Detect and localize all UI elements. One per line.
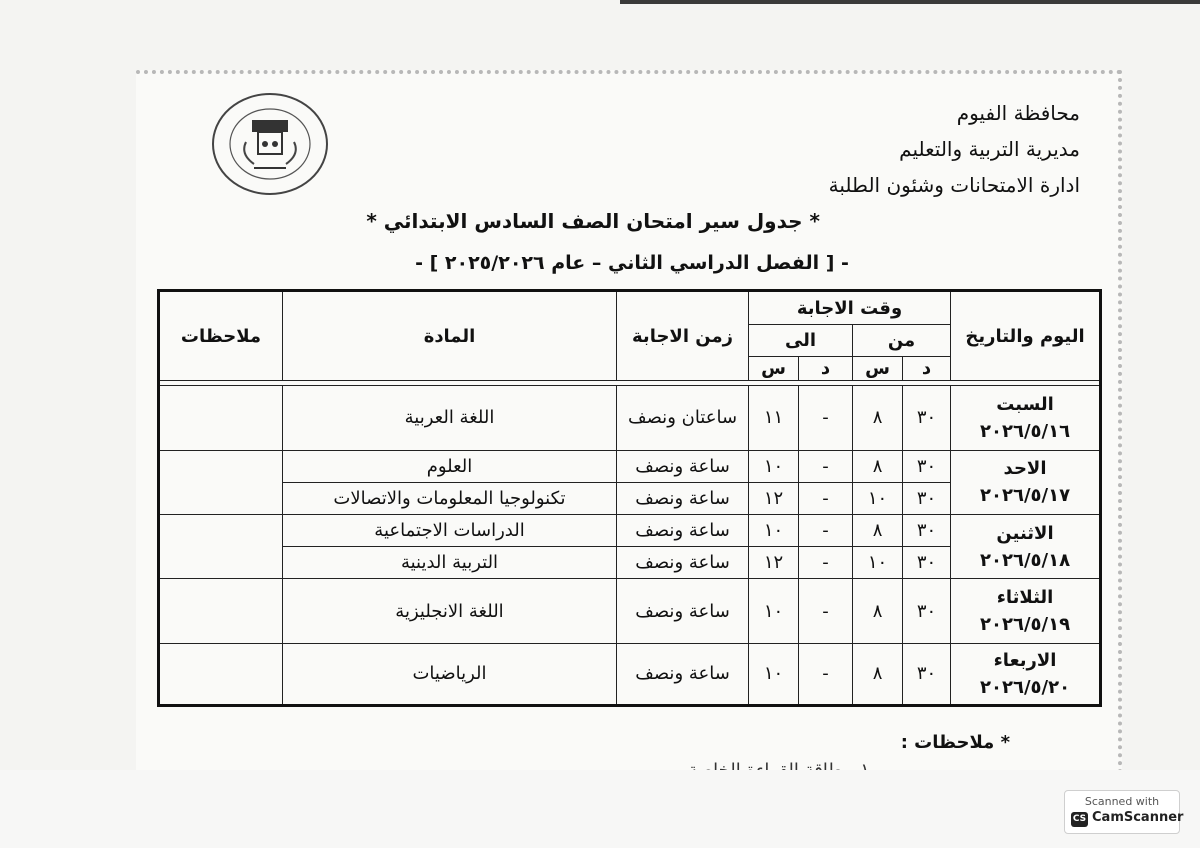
header-notes: ملاحظات bbox=[159, 291, 283, 381]
to-hour: ١٢ bbox=[749, 482, 799, 514]
from-hour: ٨ bbox=[853, 514, 903, 546]
governorate-label: محافظة الفيوم bbox=[956, 101, 1080, 125]
from-hour: ٨ bbox=[853, 579, 903, 643]
schedule-subtitle: - [ الفصل الدراسي الثاني – عام ٢٠٢٥/٢٠٢٦ ] - bbox=[415, 252, 849, 274]
document-header bbox=[780, 95, 1080, 203]
day-name: الاثنين bbox=[996, 522, 1054, 544]
table-row bbox=[159, 450, 1101, 482]
day-name: السبت bbox=[996, 393, 1054, 415]
duration-cell: ساعة ونصف bbox=[617, 643, 749, 705]
header-answer-time: وقت الاجابة bbox=[749, 291, 951, 325]
from-hour: ١٠ bbox=[853, 482, 903, 514]
day-cell bbox=[951, 643, 1101, 705]
from-minute: ٣٠ bbox=[903, 514, 951, 546]
to-hour: ١٠ bbox=[749, 514, 799, 546]
page-bottom-fade bbox=[0, 770, 1200, 848]
day-name: الثلاثاء bbox=[996, 587, 1054, 608]
day-name: الاربعاء bbox=[993, 649, 1057, 671]
header-from: من bbox=[853, 325, 951, 357]
header-to-hour: س bbox=[749, 357, 799, 381]
notes-cell bbox=[159, 579, 283, 643]
day-cell bbox=[951, 450, 1101, 514]
subject-cell: العلوم bbox=[283, 450, 617, 482]
duration-cell: ساعة ونصف bbox=[617, 450, 749, 482]
table-row bbox=[159, 514, 1101, 546]
table-row bbox=[159, 579, 1101, 643]
to-minute: - bbox=[799, 579, 853, 643]
to-minute: - bbox=[799, 514, 853, 546]
exam-schedule-table bbox=[157, 289, 1102, 707]
day-date: ٢٠٢٦/٥/١٨ bbox=[980, 549, 1071, 571]
subject-cell: اللغة العربية bbox=[283, 386, 617, 450]
directorate-label: مديرية التربية والتعليم bbox=[899, 137, 1080, 161]
subject-cell: الدراسات الاجتماعية bbox=[283, 514, 617, 546]
from-hour: ٨ bbox=[853, 386, 903, 450]
from-hour: ٨ bbox=[853, 643, 903, 705]
from-minute: ٣٠ bbox=[903, 547, 951, 579]
to-minute: - bbox=[799, 482, 853, 514]
duration-cell: ساعة ونصف bbox=[617, 482, 749, 514]
notes-cell bbox=[159, 514, 283, 578]
to-hour: ١٠ bbox=[749, 450, 799, 482]
duration-cell: ساعة ونصف bbox=[617, 579, 749, 643]
day-date: ٢٠٢٦/٥/٢٠ bbox=[980, 676, 1071, 698]
top-edge-shadow bbox=[620, 0, 1200, 4]
to-minute: - bbox=[799, 643, 853, 705]
camscanner-logo-icon: CS bbox=[1071, 812, 1088, 827]
scanned-with-label: Scanned with bbox=[1084, 795, 1160, 808]
to-minute: - bbox=[799, 386, 853, 450]
subject-cell: تكنولوجيا المعلومات والاتصالات bbox=[283, 482, 617, 514]
day-cell bbox=[951, 579, 1101, 643]
camscanner-watermark bbox=[1064, 790, 1184, 834]
duration-cell: ساعتان ونصف bbox=[617, 386, 749, 450]
notes-cell bbox=[159, 643, 283, 705]
day-date: ٢٠٢٦/٥/١٩ bbox=[980, 614, 1071, 635]
subject-cell: التربية الدينية bbox=[283, 547, 617, 579]
from-minute: ٣٠ bbox=[903, 482, 951, 514]
notes-cell bbox=[159, 450, 283, 514]
day-cell bbox=[951, 514, 1101, 578]
department-label: ادارة الامتحانات وشئون الطلبة bbox=[828, 173, 1080, 197]
duration-cell: ساعة ونصف bbox=[617, 547, 749, 579]
header-duration: زمن الاجابة bbox=[617, 291, 749, 381]
schedule-title: * جدول سير امتحان الصف السادس الابتدائي * bbox=[366, 209, 820, 233]
to-hour: ١٢ bbox=[749, 547, 799, 579]
header-day-date: اليوم والتاريخ bbox=[951, 291, 1101, 381]
header-to: الى bbox=[749, 325, 853, 357]
notes-cell bbox=[159, 386, 283, 450]
from-minute: ٣٠ bbox=[903, 643, 951, 705]
to-hour: ١٠ bbox=[749, 579, 799, 643]
subject-cell: الرياضيات bbox=[283, 643, 617, 705]
to-hour: ١٠ bbox=[749, 643, 799, 705]
day-date: ٢٠٢٦/٥/١٧ bbox=[980, 485, 1071, 507]
cut-off-note-line bbox=[470, 760, 870, 770]
header-to-minute: د bbox=[799, 357, 853, 381]
day-name: الاحد bbox=[1003, 458, 1047, 480]
official-seal-icon bbox=[210, 92, 330, 197]
table-row bbox=[159, 643, 1101, 705]
to-hour: ١١ bbox=[749, 386, 799, 450]
from-hour: ٨ bbox=[853, 450, 903, 482]
from-minute: ٣٠ bbox=[903, 450, 951, 482]
header-from-hour: س bbox=[853, 357, 903, 381]
to-minute: - bbox=[799, 450, 853, 482]
header-from-minute: د bbox=[903, 357, 951, 381]
day-cell bbox=[951, 386, 1101, 450]
to-minute: - bbox=[799, 547, 853, 579]
from-hour: ١٠ bbox=[853, 547, 903, 579]
from-minute: ٣٠ bbox=[903, 386, 951, 450]
duration-cell: ساعة ونصف bbox=[617, 514, 749, 546]
header-subject: المادة bbox=[283, 291, 617, 381]
day-date: ٢٠٢٦/٥/١٦ bbox=[980, 420, 1071, 442]
notes-label: * ملاحظات : bbox=[900, 732, 1010, 753]
camscanner-name: CamScanner bbox=[1092, 810, 1184, 825]
subject-cell: اللغة الانجليزية bbox=[283, 579, 617, 643]
from-minute: ٣٠ bbox=[903, 579, 951, 643]
table-row bbox=[159, 386, 1101, 450]
